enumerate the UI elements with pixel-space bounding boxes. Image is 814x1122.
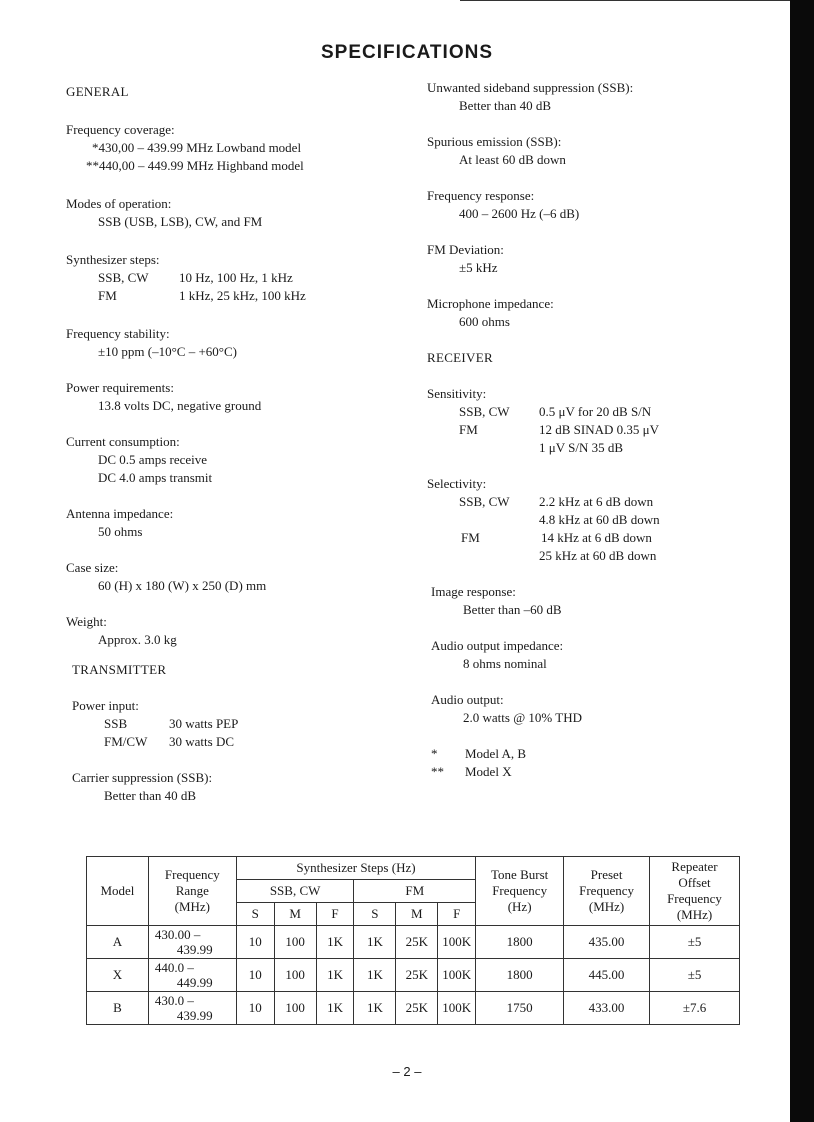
selectivity-row2-value: 4.8 kHz at 60 dB down <box>539 512 660 527</box>
cell-tone: 1800 <box>476 926 564 959</box>
case-block <box>66 559 406 595</box>
power-input-row1-value: 30 watts PEP <box>169 716 239 731</box>
audio-out-block <box>427 691 757 727</box>
power-input-block <box>66 697 406 751</box>
synth-row2-value: 1 kHz, 25 kHz, 100 kHz <box>179 288 306 303</box>
cell-ssb-m: 100 <box>274 992 316 1025</box>
selectivity-row3 <box>427 529 757 547</box>
cell-model: B <box>87 992 149 1025</box>
cell-range-end: 439.99 <box>176 1008 213 1023</box>
freq-response-block <box>427 187 757 223</box>
selectivity-row3-key: FM <box>461 530 480 545</box>
case-label: Case size: <box>66 560 119 575</box>
synth-row-fm <box>66 287 406 305</box>
note-2 <box>431 763 757 781</box>
cell-preset: 435.00 <box>564 926 650 959</box>
note-1-text: Model A, B <box>465 746 527 761</box>
note-2-mark: ** <box>431 764 444 779</box>
stability-value: ±10 ppm (–10°C – +60°C) <box>98 344 237 359</box>
right-column <box>427 79 757 781</box>
th-preset: Preset Frequency (MHz) <box>564 857 650 926</box>
th-s-2: S <box>354 903 396 926</box>
audio-out-value: 2.0 watts @ 10% THD <box>463 710 582 725</box>
current-label: Current consumption: <box>66 434 180 449</box>
synth-block <box>66 251 406 305</box>
transmitter-heading-block <box>66 661 406 679</box>
cell-range-start: 430.0 – <box>154 993 194 1008</box>
table-row <box>87 926 740 959</box>
cell-range <box>148 926 236 959</box>
freq-coverage-line1: *430,00 – 439.99 MHz Lowband model <box>92 140 302 155</box>
sensitivity-row1-key: SSB, CW <box>459 404 510 419</box>
current-block <box>66 433 406 487</box>
cell-ssb-f: 1K <box>316 992 354 1025</box>
left-column <box>66 83 406 805</box>
selectivity-row1 <box>427 493 757 511</box>
power-input-label: Power input: <box>72 698 139 713</box>
model-table-wrap <box>86 856 740 1025</box>
mic-block <box>427 295 757 331</box>
modes-value: SSB (USB, LSB), CW, and FM <box>98 214 263 229</box>
sensitivity-row2-key: FM <box>459 422 478 437</box>
cell-offset: ±5 <box>650 959 740 992</box>
cell-range-start: 440.0 – <box>154 960 194 975</box>
carrier-label: Carrier suppression (SSB): <box>72 770 213 785</box>
audio-imp-label: Audio output impedance: <box>431 638 564 653</box>
th-fm: FM <box>354 880 476 903</box>
power-label: Power requirements: <box>66 380 174 395</box>
page-title: SPECIFICATIONS <box>321 42 493 63</box>
audio-out-label: Audio output: <box>431 692 504 707</box>
cell-range <box>148 992 236 1025</box>
freq-response-label: Frequency response: <box>427 188 535 203</box>
th-repeater: Repeater Offset Frequency (MHz) <box>650 857 740 926</box>
unwanted-value: Better than 40 dB <box>459 98 552 113</box>
th-f-2: F <box>438 903 476 926</box>
sensitivity-label: Sensitivity: <box>427 386 487 401</box>
selectivity-block <box>427 475 757 565</box>
th-tone: Tone Burst Frequency (Hz) <box>476 857 564 926</box>
note-1-mark: * <box>431 746 438 761</box>
weight-block <box>66 613 406 649</box>
selectivity-row2 <box>427 511 757 529</box>
cell-range <box>148 959 236 992</box>
cell-tone: 1750 <box>476 992 564 1025</box>
note-2-text: Model X <box>465 764 512 779</box>
sensitivity-block <box>427 385 757 457</box>
selectivity-row4-value: 25 kHz at 60 dB down <box>539 548 657 563</box>
audio-imp-value: 8 ohms nominal <box>463 656 547 671</box>
th-m-2: M <box>396 903 438 926</box>
th-ssbcw: SSB, CW <box>236 880 354 903</box>
cell-fm-f: 100K <box>438 992 476 1025</box>
sensitivity-row2 <box>427 421 757 439</box>
cell-preset: 445.00 <box>564 959 650 992</box>
cell-ssb-f: 1K <box>316 926 354 959</box>
current-line2: DC 4.0 amps transmit <box>98 470 213 485</box>
unwanted-block <box>427 79 757 115</box>
cell-ssb-s: 10 <box>236 959 274 992</box>
page-number: – 2 – <box>392 1064 422 1079</box>
scan-edge-bar <box>790 0 814 1122</box>
power-input-row2-key: FM/CW <box>104 734 148 749</box>
cell-ssb-m: 100 <box>274 926 316 959</box>
cell-fm-f: 100K <box>438 926 476 959</box>
cell-offset: ±7.6 <box>650 992 740 1025</box>
carrier-value: Better than 40 dB <box>104 788 197 803</box>
top-rule <box>460 0 790 1</box>
general-heading: GENERAL <box>66 84 129 99</box>
cell-fm-m: 25K <box>396 992 438 1025</box>
power-input-row-ssb <box>72 715 406 733</box>
synth-row1-value: 10 Hz, 100 Hz, 1 kHz <box>179 270 293 285</box>
spurious-block <box>427 133 757 169</box>
synth-row2-key: FM <box>98 288 117 303</box>
th-range: Frequency Range (MHz) <box>148 857 236 926</box>
cell-ssb-s: 10 <box>236 926 274 959</box>
sensitivity-row1 <box>427 403 757 421</box>
cell-fm-s: 1K <box>354 926 396 959</box>
th-model: Model <box>87 857 149 926</box>
cell-range-end: 439.99 <box>176 942 213 957</box>
selectivity-row4 <box>427 547 757 565</box>
antenna-block <box>66 505 406 541</box>
cell-ssb-f: 1K <box>316 959 354 992</box>
modes-label: Modes of operation: <box>66 196 172 211</box>
freq-response-value: 400 – 2600 Hz (–6 dB) <box>459 206 580 221</box>
cell-fm-s: 1K <box>354 992 396 1025</box>
th-synth: Synthesizer Steps (Hz) <box>236 857 475 880</box>
spurious-value: At least 60 dB down <box>459 152 566 167</box>
selectivity-row3-value: 14 kHz at 6 dB down <box>541 530 652 545</box>
antenna-value: 50 ohms <box>98 524 143 539</box>
table-header-row-1 <box>87 857 740 880</box>
power-input-row2-value: 30 watts DC <box>169 734 234 749</box>
freq-coverage-line2: **440,00 – 449.99 MHz Highband model <box>86 158 304 173</box>
audio-imp-block <box>427 637 757 673</box>
synth-row-ssb <box>66 269 406 287</box>
selectivity-row1-key: SSB, CW <box>459 494 510 509</box>
cell-fm-m: 25K <box>396 959 438 992</box>
synth-row1-key: SSB, CW <box>98 270 149 285</box>
sensitivity-row3 <box>427 439 757 457</box>
table-row <box>87 959 740 992</box>
cell-model: X <box>87 959 149 992</box>
freq-coverage-block <box>66 121 406 175</box>
fm-dev-label: FM Deviation: <box>427 242 504 257</box>
cell-range-start: 430.00 – <box>154 927 201 942</box>
cell-tone: 1800 <box>476 959 564 992</box>
freq-coverage-label: Frequency coverage: <box>66 122 175 137</box>
note-1 <box>431 745 757 763</box>
power-input-row1-key: SSB <box>104 716 128 731</box>
sensitivity-row3-value: 1 μV S/N 35 dB <box>539 440 624 455</box>
transmitter-heading: TRANSMITTER <box>72 662 167 677</box>
th-f-1: F <box>316 903 354 926</box>
carrier-block <box>66 769 406 805</box>
cell-fm-f: 100K <box>438 959 476 992</box>
cell-preset: 433.00 <box>564 992 650 1025</box>
power-value: 13.8 volts DC, negative ground <box>98 398 262 413</box>
cell-fm-m: 25K <box>396 926 438 959</box>
stability-block <box>66 325 406 361</box>
image-value: Better than –60 dB <box>463 602 562 617</box>
power-input-row-fmcw <box>72 733 406 751</box>
spurious-label: Spurious emission (SSB): <box>427 134 562 149</box>
power-block <box>66 379 406 415</box>
th-s-1: S <box>236 903 274 926</box>
cell-model: A <box>87 926 149 959</box>
weight-value: Approx. 3.0 kg <box>98 632 177 647</box>
receiver-heading-block <box>427 349 757 367</box>
antenna-label: Antenna impedance: <box>66 506 174 521</box>
stability-label: Frequency stability: <box>66 326 170 341</box>
current-line1: DC 0.5 amps receive <box>98 452 208 467</box>
sensitivity-row1-value: 0.5 μV for 20 dB S/N <box>539 404 652 419</box>
fm-dev-value: ±5 kHz <box>459 260 498 275</box>
cell-ssb-m: 100 <box>274 959 316 992</box>
th-m-1: M <box>274 903 316 926</box>
modes-block <box>66 195 406 231</box>
fm-dev-block <box>427 241 757 277</box>
unwanted-label: Unwanted sideband suppression (SSB): <box>427 80 634 95</box>
notes-block <box>427 745 757 781</box>
cell-ssb-s: 10 <box>236 992 274 1025</box>
cell-fm-s: 1K <box>354 959 396 992</box>
image-label: Image response: <box>431 584 516 599</box>
cell-range-end: 449.99 <box>176 975 213 990</box>
cell-offset: ±5 <box>650 926 740 959</box>
mic-label: Microphone impedance: <box>427 296 554 311</box>
image-block <box>427 583 757 619</box>
selectivity-row1-value: 2.2 kHz at 6 dB down <box>539 494 654 509</box>
table-row <box>87 992 740 1025</box>
weight-label: Weight: <box>66 614 107 629</box>
receiver-heading: RECEIVER <box>427 350 493 365</box>
selectivity-label: Selectivity: <box>427 476 487 491</box>
sensitivity-row2-value: 12 dB SINAD 0.35 μV <box>539 422 660 437</box>
case-value: 60 (H) x 180 (W) x 250 (D) mm <box>98 578 267 593</box>
mic-value: 600 ohms <box>459 314 510 329</box>
synth-label: Synthesizer steps: <box>66 252 160 267</box>
model-table <box>86 856 740 1025</box>
